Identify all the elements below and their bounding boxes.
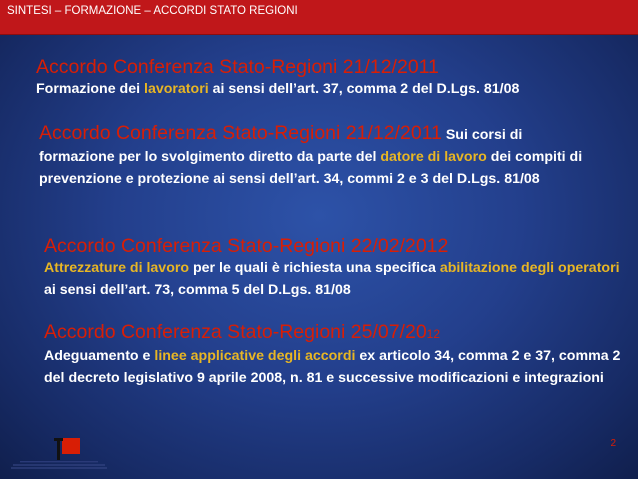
accordo-description <box>36 78 626 100</box>
organization-logo-icon <box>8 435 108 475</box>
description-text: per le quali è richiesta una specifica <box>189 260 440 276</box>
description-text: formazione per lo svolgimento diretto da parte del <box>39 149 381 165</box>
accordo-block-3 <box>44 235 634 301</box>
description-text: ex articolo 34, comma 2 e 37, comma 2 del decreto legislativo 9 aprile 2008, n. 81 e successive modificazioni e integrazioni <box>44 348 621 386</box>
accordo-block-2 <box>39 122 629 190</box>
highlight-term: datore di lavoro <box>380 149 487 165</box>
accordo-title-main: Accordo Conferenza Stato-Regioni 25/07/20 <box>44 321 427 343</box>
highlight-term: Attrezzature di lavoro <box>44 260 190 276</box>
slide-header-title: SINTESI – FORMAZIONE – ACCORDI STATO REGIONI <box>7 5 298 17</box>
page-number: 2 <box>610 438 616 449</box>
accordo-description <box>44 257 634 301</box>
accordo-title: Accordo Conferenza Stato-Regioni 21/12/2011 <box>36 56 439 78</box>
accordo-title: Accordo Conferenza Stato-Regioni 22/02/2012 <box>44 235 449 257</box>
accordo-title-suffix: 12 <box>426 327 441 341</box>
header-bar <box>0 0 638 35</box>
description-text: ai sensi dell’art. 37, comma 2 del D.Lgs. 81/08 <box>208 81 520 97</box>
description-text: Formazione dei <box>36 81 144 97</box>
accordo-title: Accordo Conferenza Stato-Regioni 21/12/2011 <box>39 122 442 144</box>
logo-graphic <box>8 435 108 475</box>
description-text: ai sensi dell’art. 73, comma 5 del D.Lgs. 81/08 <box>44 282 351 298</box>
accordo-inline-note: Sui corsi di <box>441 127 523 143</box>
accordo-title <box>44 321 634 345</box>
description-text: Adeguamento e <box>44 348 155 364</box>
accordo-description <box>39 122 629 190</box>
highlight-term: linee applicative degli accordi <box>154 348 356 364</box>
accordo-description <box>44 345 634 389</box>
description-text: dei compiti di prevenzione e protezione ai sensi dell’art. 34, commi 2 e 3 del D.Lgs. 81/08 <box>39 149 583 187</box>
highlight-term: lavoratori <box>144 81 209 97</box>
highlight-term: abilitazione degli operatori <box>439 260 620 276</box>
accordo-block-1 <box>36 56 626 100</box>
accordo-block-4 <box>44 321 634 389</box>
